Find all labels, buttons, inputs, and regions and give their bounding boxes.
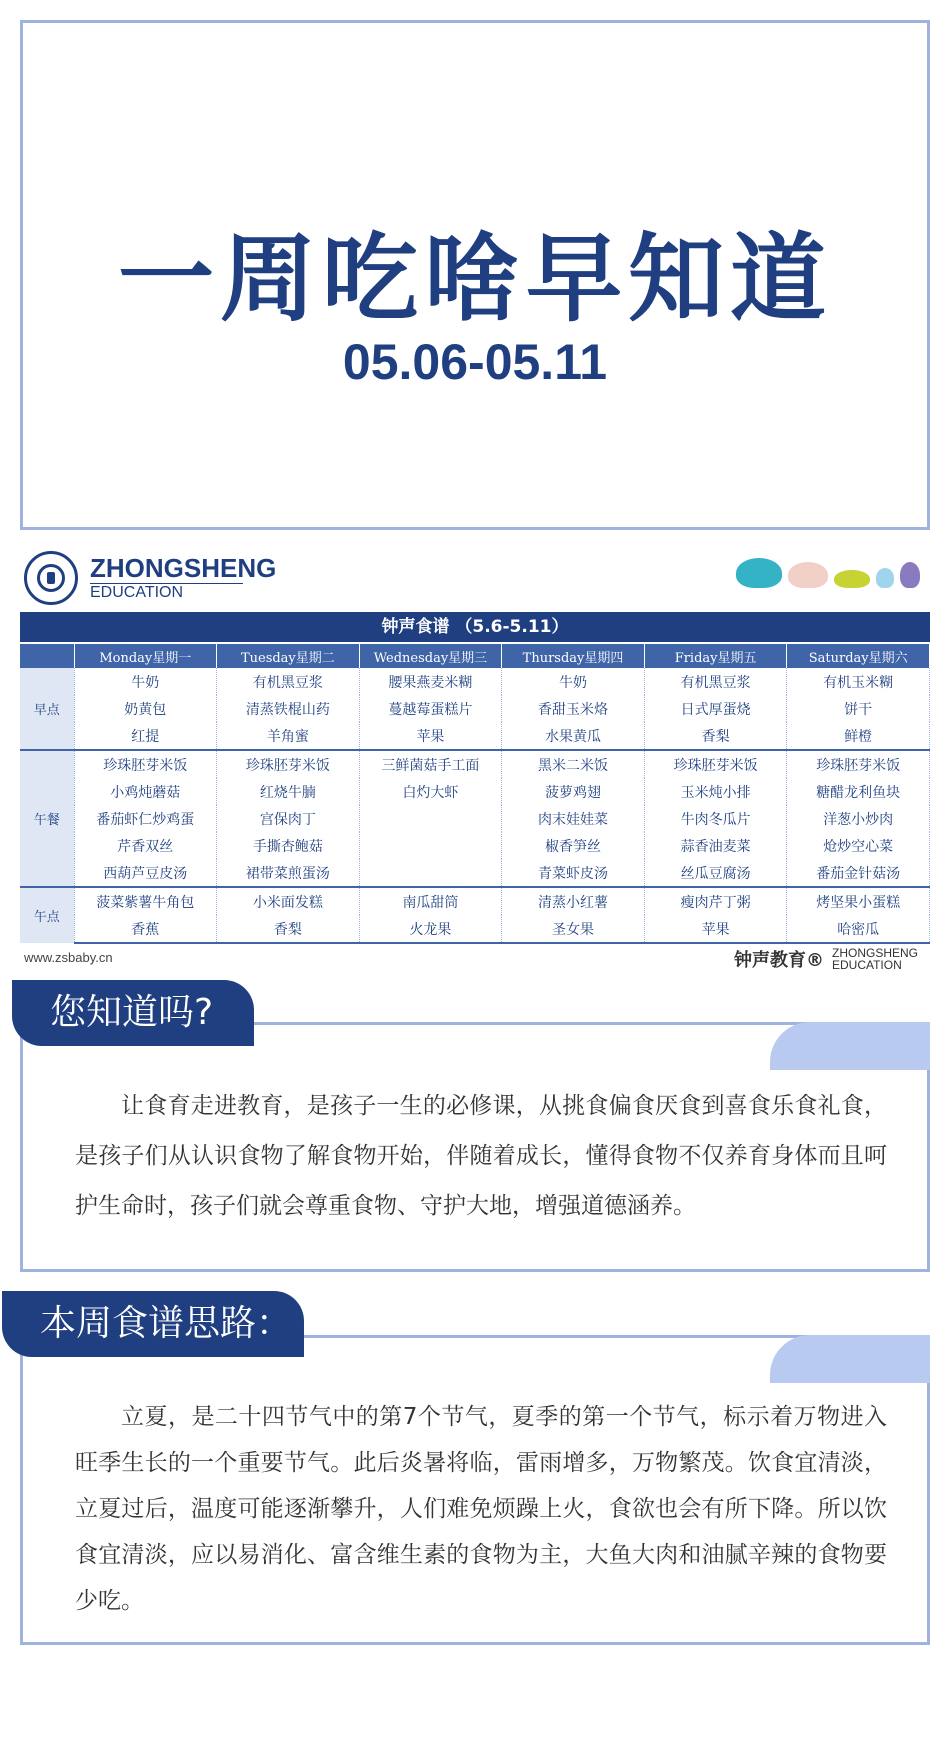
corner-decoration — [770, 1335, 930, 1383]
menu-item: 有机玉米糊 — [787, 668, 930, 695]
menu-item: 烤坚果小蛋糕 — [787, 887, 930, 915]
menu-table — [20, 644, 930, 944]
day-header: Saturday星期六 — [787, 644, 930, 668]
menu-item — [359, 859, 502, 887]
menu-item: 炝炒空心菜 — [787, 832, 930, 859]
menu-idea-section — [20, 1335, 930, 1645]
meal-label: 午餐 — [20, 750, 74, 887]
menu-item: 香梨 — [644, 722, 787, 750]
menu-item: 苹果 — [644, 915, 787, 943]
animals-illustration — [736, 558, 920, 588]
brand-sub: EDUCATION — [90, 583, 243, 602]
day-header: Thursday星期四 — [502, 644, 645, 668]
did-you-know-section — [20, 1022, 930, 1272]
menu-item: 香甜玉米烙 — [502, 695, 645, 722]
menu-item: 红烧牛腩 — [217, 778, 360, 805]
day-header: Wednesday星期三 — [359, 644, 502, 668]
menu-item: 番茄金针菇汤 — [787, 859, 930, 887]
weekly-menu — [18, 542, 932, 982]
menu-item: 珍珠胚芽米饭 — [644, 750, 787, 778]
rabbit-icon — [876, 568, 894, 588]
table-row — [20, 778, 930, 805]
menu-item: 香蕉 — [74, 915, 217, 943]
table-row — [20, 832, 930, 859]
meal-label: 早点 — [20, 668, 74, 750]
menu-item: 清蒸铁棍山药 — [217, 695, 360, 722]
table-row — [20, 722, 930, 750]
menu-item: 玉米炖小排 — [644, 778, 787, 805]
menu-item: 牛奶 — [502, 668, 645, 695]
menu-item: 羊角蜜 — [217, 722, 360, 750]
menu-item: 珍珠胚芽米饭 — [74, 750, 217, 778]
corner-decoration — [770, 1022, 930, 1070]
footer-brand-cn: 钟声教育® — [733, 950, 824, 971]
table-corner — [20, 644, 74, 668]
menu-item: 蔓越莓蛋糕片 — [359, 695, 502, 722]
menu-item: 椒香笋丝 — [502, 832, 645, 859]
header-card — [20, 20, 930, 530]
menu-item: 芹香双丝 — [74, 832, 217, 859]
menu-item: 手撕杏鲍菇 — [217, 832, 360, 859]
menu-item: 肉末娃娃菜 — [502, 805, 645, 832]
menu-item: 珍珠胚芽米饭 — [787, 750, 930, 778]
bird-icon — [834, 570, 870, 588]
menu-item: 菠萝鸡翅 — [502, 778, 645, 805]
day-header: Monday星期一 — [74, 644, 217, 668]
menu-item: 白灼大虾 — [359, 778, 502, 805]
menu-item: 饼干 — [787, 695, 930, 722]
menu-item: 牛肉冬瓜片 — [644, 805, 787, 832]
menu-item: 腰果燕麦米糊 — [359, 668, 502, 695]
menu-item: 裙带菜煎蛋汤 — [217, 859, 360, 887]
school-seal-icon — [24, 551, 78, 605]
did-you-know-text: 让食育走进教育，是孩子一生的必修课，从挑食偏食厌食到喜食乐食礼食，是孩子们从认识食物了解食物开始，伴随着成长，懂得食物不仅养育身体而且呵护生命时，孩子们就会尊重食物、守护大地，增强道德涵养。 — [75, 1093, 887, 1219]
menu-item: 黑米二米饭 — [502, 750, 645, 778]
menu-item: 有机黑豆浆 — [644, 668, 787, 695]
menu-item: 西葫芦豆皮汤 — [74, 859, 217, 887]
menu-item: 香梨 — [217, 915, 360, 943]
menu-idea-text: 立夏，是二十四节气中的第7个节气，夏季的第一个节气，标示着万物进入旺季生长的一个重要节气。此后炎暑将临，雷雨增多，万物繁茂。饮食宜清淡，立夏过后，温度可能逐渐攀升，人们难免烦躁上火，食欲也会有所下降。所以饮食宜清淡，应以易消化、富含维生素的食物为主，大鱼大肉和油腻辛辣的食物要少吃。 — [75, 1404, 887, 1614]
brand-logo — [24, 548, 276, 608]
menu-item: 小鸡炖蘑菇 — [74, 778, 217, 805]
menu-item: 南瓜甜筒 — [359, 887, 502, 915]
day-header: Tuesday星期二 — [217, 644, 360, 668]
table-row — [20, 915, 930, 943]
menu-item: 宫保肉丁 — [217, 805, 360, 832]
menu-item: 洋葱小炒肉 — [787, 805, 930, 832]
menu-item: 火龙果 — [359, 915, 502, 943]
footer-brand-en-sub: EDUCATION — [831, 958, 902, 972]
brand-name: ZHONGSHENG — [90, 553, 277, 583]
menu-item: 珍珠胚芽米饭 — [217, 750, 360, 778]
did-you-know-heading: 您知道吗? — [12, 980, 254, 1046]
menu-item — [359, 805, 502, 832]
menu-banner: 钟声食谱 （5.6-5.11） — [20, 612, 930, 642]
table-row — [20, 695, 930, 722]
menu-item: 鲜橙 — [787, 722, 930, 750]
menu-item: 蒜香油麦菜 — [644, 832, 787, 859]
menu-item: 哈密瓜 — [787, 915, 930, 943]
menu-item: 小米面发糕 — [217, 887, 360, 915]
menu-item: 奶黄包 — [74, 695, 217, 722]
table-row — [20, 887, 930, 915]
menu-item: 青菜虾皮汤 — [502, 859, 645, 887]
menu-item: 水果黄瓜 — [502, 722, 645, 750]
footer-brand-en: ZHONGSHENG — [831, 946, 918, 960]
menu-item: 红提 — [74, 722, 217, 750]
meal-label: 午点 — [20, 887, 74, 943]
menu-item: 牛奶 — [74, 668, 217, 695]
elephant-icon — [736, 558, 782, 588]
menu-item: 糖醋龙利鱼块 — [787, 778, 930, 805]
page-title: 一周吃啥早知道 — [118, 223, 832, 335]
table-row — [20, 805, 930, 832]
table-row — [20, 668, 930, 695]
menu-item: 圣女果 — [502, 915, 645, 943]
cat-icon — [788, 562, 828, 588]
menu-item: 番茄虾仁炒鸡蛋 — [74, 805, 217, 832]
menu-item: 丝瓜豆腐汤 — [644, 859, 787, 887]
menu-item: 清蒸小红薯 — [502, 887, 645, 915]
menu-item: 日式厚蛋烧 — [644, 695, 787, 722]
menu-idea-heading: 本周食谱思路： — [2, 1291, 304, 1357]
menu-item: 苹果 — [359, 722, 502, 750]
day-header: Friday星期五 — [644, 644, 787, 668]
footer-logo — [734, 946, 918, 972]
menu-item: 菠菜紫薯牛角包 — [74, 887, 217, 915]
menu-item — [359, 832, 502, 859]
table-header-row — [20, 644, 930, 668]
menu-item: 有机黑豆浆 — [217, 668, 360, 695]
monkey-icon — [900, 562, 920, 588]
date-range: 05.06-05.11 — [342, 334, 608, 390]
website-url: www.zsbaby.cn — [24, 950, 113, 965]
menu-item: 瘦肉芹丁粥 — [644, 887, 787, 915]
table-row — [20, 859, 930, 887]
menu-item: 三鲜菌菇手工面 — [359, 750, 502, 778]
table-row — [20, 750, 930, 778]
